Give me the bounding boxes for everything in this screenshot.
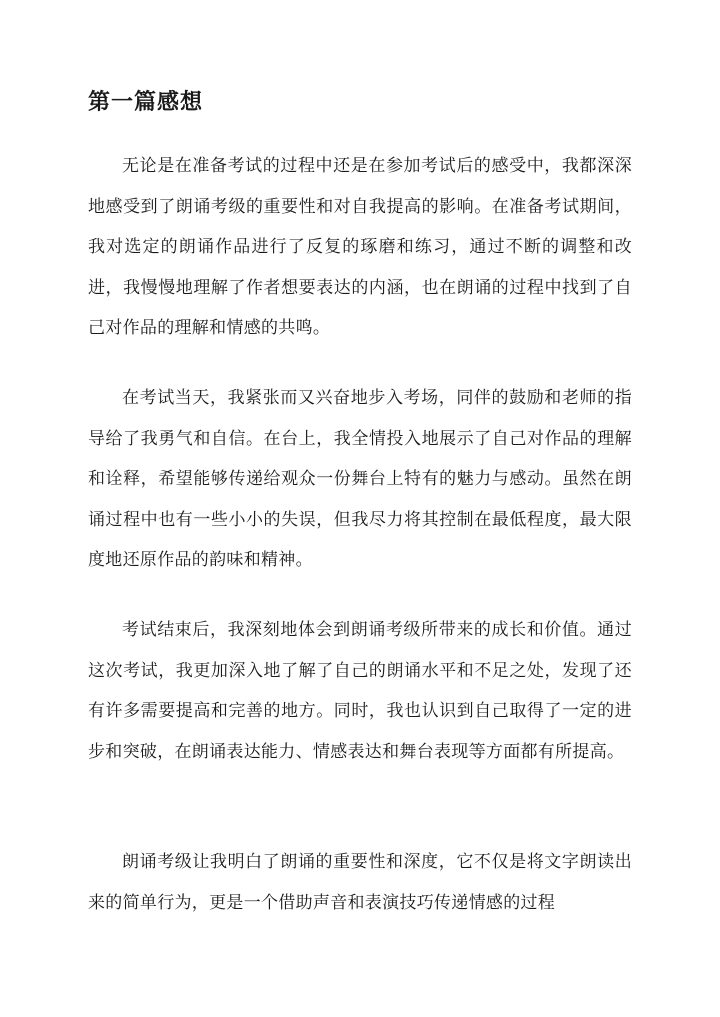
paragraph-4: 朗诵考级让我明白了朗诵的重要性和深度，它不仅是将文字朗读出来的简单行为，更是一个借助声音和表演技巧传递情感的过程 [88, 852, 632, 913]
paragraph-1: 无论是在准备考试的过程中还是在参加考试后的感受中，我都深深地感受到了朗诵考级的重要性和对自我提高的影响。在准备考试期间，我对选定的朗诵作品进行了反复的琢磨和练习，通过不断的调整和改进，我慢慢地理解了作者想要表达的内涵，也在朗诵的过程中找到了自己对作品的理解和情感的共鸣。 [88, 156, 632, 338]
document-title: 第一篇感想 [88, 89, 204, 115]
paragraph-3: 考试结束后，我深刻地体会到朗诵考级所带来的成长和价值。通过这次考试，我更加深入地了解了自己的朗诵水平和不足之处，发现了还有许多需要提高和完善的地方。同时，我也认识到自己取得了一定的进步和突破，在朗诵表达能力、情感表达和舞台表现等方面都有所提高。 [88, 620, 632, 762]
paragraph-2: 在考试当天，我紧张而又兴奋地步入考场，同伴的鼓励和老师的指导给了我勇气和自信。在台上，我全情投入地展示了自己对作品的理解和诠释，希望能够传递给观众一份舞台上特有的魅力与感动。虽然在朗诵过程中也有一些小小的失误，但我尽力将其控制在最低程度，最大限度地还原作品的韵味和精神。 [88, 388, 632, 570]
